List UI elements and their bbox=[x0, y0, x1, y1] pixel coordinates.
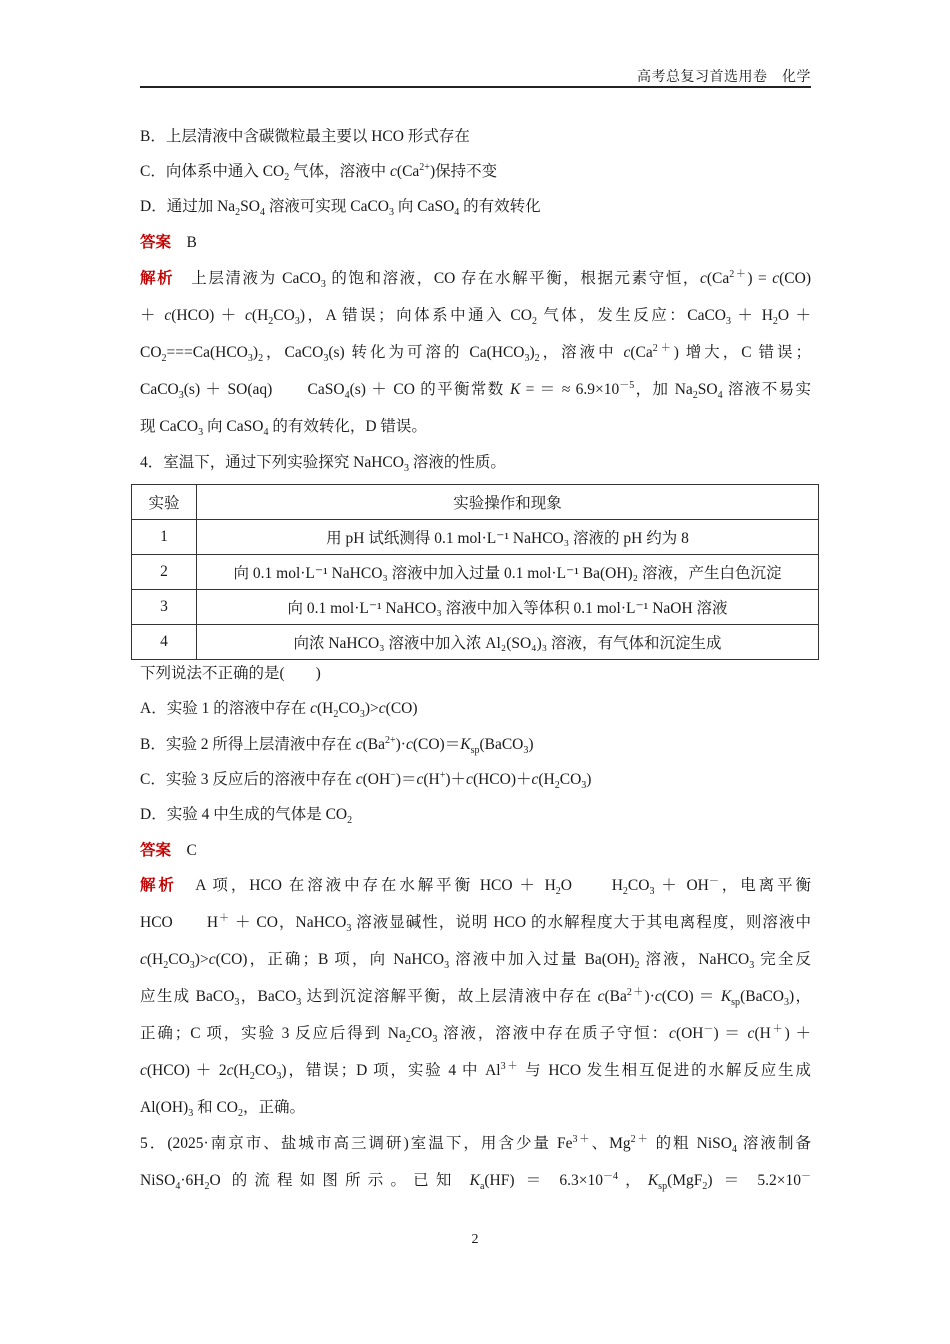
table-header-row bbox=[132, 485, 819, 520]
q4-analysis-line-5: 正确；C 项，实验 3 反应后得到 $Na_2CO_3$ 溶液，溶液中存在质子守恒：c(OH－) ＝ c(H＋) ＋ bbox=[140, 1023, 811, 1046]
table-row bbox=[132, 520, 819, 555]
q3-analysis-line-4: CaCO$_3$(s) ＋ SO(aq) CaSO$_4$(s) ＋ CO 的平衡常数 K = ＝ ≈ $6.9\times 10^{-5}$，加 $Na_2SO_4$ 溶液不易实 bbox=[140, 379, 812, 402]
q3-analysis-line-1: 解析 上层清液为 CaCO$_3$ 的饱和溶液，CO 存在水解平衡，根据元素守恒，$c(Ca^{2+}) = c(CO)$ bbox=[140, 268, 811, 291]
q4-answer: 答案 C bbox=[140, 842, 197, 859]
q4-analysis-line-3: $c(H_2CO_3)>c(CO)$，正确；B 项，向 NaHCO$_3$ 溶液中加入过量 $Ba(OH)_2$ 溶液，NaHCO$_3$ 完全反 bbox=[140, 951, 811, 972]
header-rule bbox=[140, 86, 811, 88]
analysis-label: 解析 bbox=[140, 877, 177, 894]
table-cell-no: 2 bbox=[132, 555, 197, 590]
table-header-cell: 实验 bbox=[132, 485, 197, 520]
table-row bbox=[132, 590, 819, 625]
table-cell-no: 3 bbox=[132, 590, 197, 625]
q4-question: 下列说法不正确的是( ) bbox=[140, 665, 321, 682]
table-cell-text: 用 pH 试纸测得 0.1 mol·L⁻¹ NaHCO₃ 溶液的 pH 约为 8 bbox=[197, 520, 819, 555]
table-cell-text: 向 0.1 mol·L⁻¹ NaHCO₃ 溶液中加入过量 0.1 mol·L⁻¹ Ba(OH)₂ 溶液，产生白色沉淀 bbox=[197, 555, 819, 590]
q3-option-c: C．向体系中通入 $CO_2$ 气体，溶液中 $c(Ca^{2+})$保持不变 bbox=[140, 161, 498, 184]
q4-analysis-line-6: $c(HCO) + 2c(H_2CO_3)$，错误；D 项，实验 4 中 $Al^{3+}$ 与 HCO 发生相互促进的水解反应生成 bbox=[140, 1060, 811, 1083]
q3-option-d: D．通过加 $Na_2SO_4$ 溶液可实现 CaCO$_3$ 向 CaSO$_4$ 的有效转化 bbox=[140, 198, 541, 219]
q3-analysis-line-5: 现 CaCO$_3$ 向 CaSO$_4$ 的有效转化，D 错误。 bbox=[140, 418, 427, 439]
experiment-table bbox=[131, 484, 819, 660]
page-number: 2 bbox=[471, 1232, 479, 1247]
q5-stem-line-2: $NiSO_4\cdot 6H_2O$ 的流程如图所示。已知 $K_a(HF) = 6.3\times 10^{-4}$，$K_{sp}(MgF_2) = 5.2\times 10^-$ bbox=[140, 1170, 811, 1193]
table-cell-no: 1 bbox=[132, 520, 197, 555]
q4-analysis-line-2: HCO H＋ ＋ CO，NaHCO$_3$ 溶液显碱性，说明 HCO 的水解程度大于其电离程度，则溶液中 bbox=[140, 912, 811, 935]
q5-stem-line-1: 5．(2025·南京市、盐城市高三调研)室温下，用含少量 $Fe^{3+}$、$Mg^{2+}$ 的粗 NiSO$_4$ 溶液制备 bbox=[140, 1133, 811, 1156]
header-title: 高考总复习首选用卷 化学 bbox=[637, 70, 811, 85]
table-header-cell: 实验操作和现象 bbox=[197, 485, 819, 520]
q4-option-c: C．实验 3 反应后的溶液中存在 $c(OH^-)=c(H^+)+c(HCO)+c(H_2CO_3)$ bbox=[140, 769, 592, 792]
analysis-label: 解析 bbox=[140, 270, 175, 287]
q3-option-b: B．上层清液中含碳微粒最主要以 HCO 形式存在 bbox=[140, 128, 470, 145]
answer-label: 答案 bbox=[140, 842, 172, 859]
table-row bbox=[132, 555, 819, 590]
q3-analysis-line-2: ＋ $c(HCO) + c(H_2CO_3)$，A 错误；向体系中通入 $CO_2$ 气体，发生反应：CaCO$_3$ ＋ $H_2O$ ＋ bbox=[140, 307, 811, 328]
q4-option-b: B．实验 2 所得上层清液中存在 $c(Ba^{2+})\cdot c(CO)=K_{sp}(BaCO_3)$ bbox=[140, 734, 534, 757]
table-cell-no: 4 bbox=[132, 625, 197, 660]
q3-analysis-line-3: $CO_2===Ca(HCO_3)_2$，CaCO$_3$(s) 转化为可溶的 $Ca(HCO_3)_2$，溶液中 $c(Ca^{2+})$ 增大，C 错误； bbox=[140, 342, 811, 365]
q4-option-a: A．实验 1 的溶液中存在 $c(H_2CO_3)>c(CO)$ bbox=[140, 700, 418, 721]
q4-analysis-line-4: 应生成 BaCO$_3$，BaCO$_3$ 达到沉淀溶解平衡，故上层清液中存在 $c(Ba^{2+})\cdot c(CO)$ ＝ $K_{sp}(BaCO_3)$， bbox=[140, 986, 811, 1009]
answer-label: 答案 bbox=[140, 234, 172, 251]
q4-analysis-line-1: 解析 A 项，HCO 在溶液中存在水解平衡 HCO ＋ $H_2O$ $H_2CO_3 + OH^-$，电离平衡 bbox=[140, 875, 811, 898]
q4-stem: 4．室温下，通过下列实验探究 NaHCO$_3$ 溶液的性质。 bbox=[140, 454, 506, 475]
q3-answer: 答案 B bbox=[140, 234, 197, 251]
q4-analysis-line-7: $Al(OH)_3$ 和 $CO_2$，正确。 bbox=[140, 1099, 306, 1120]
table-row bbox=[132, 625, 819, 660]
table-cell-text: 向 0.1 mol·L⁻¹ NaHCO₃ 溶液中加入等体积 0.1 mol·L⁻¹ NaOH 溶液 bbox=[197, 590, 819, 625]
q4-option-d: D．实验 4 中生成的气体是 $CO_2$ bbox=[140, 806, 353, 827]
table-cell-text: 向浓 NaHCO₃ 溶液中加入浓 Al₂(SO₄)₃ 溶液，有气体和沉淀生成 bbox=[197, 625, 819, 660]
